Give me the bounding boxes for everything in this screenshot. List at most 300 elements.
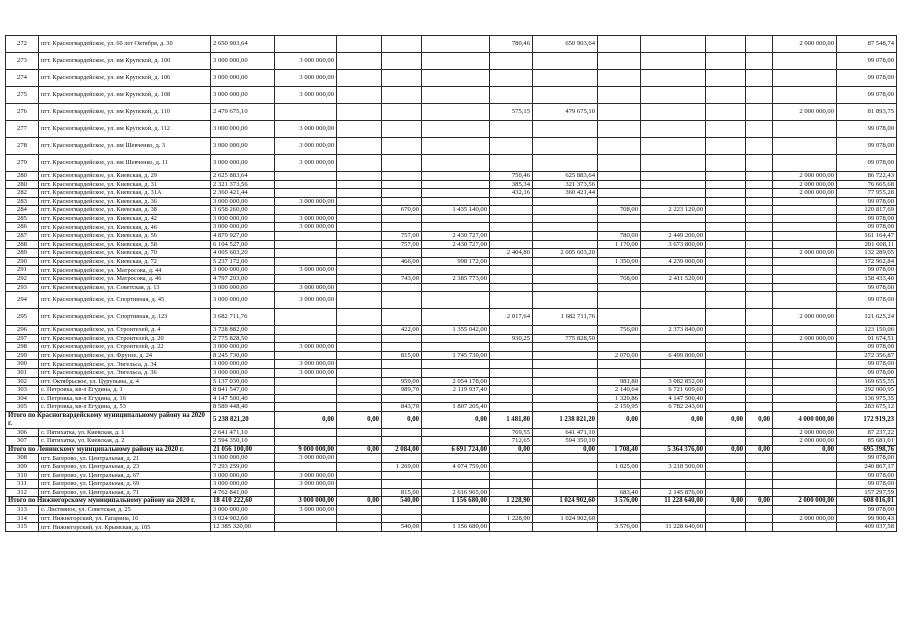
cell-col-5: 998 172,00	[422, 257, 490, 266]
cell-col-12	[773, 488, 837, 497]
cell-col-3	[337, 360, 382, 369]
cell-col-10	[706, 274, 746, 283]
cell-col-9	[641, 506, 706, 515]
cell-col-8	[598, 155, 641, 172]
cell-col-12	[773, 138, 837, 155]
cell-col-13: 132 289,05	[837, 249, 897, 258]
address: пгт. Красногвардейское, ул. Фрунзе, д. 24	[39, 351, 211, 360]
row-number: 290	[6, 257, 39, 266]
row-number: 282	[6, 189, 39, 198]
cell-col-12	[773, 480, 837, 489]
cell-col-1: 4 762 841,00	[211, 488, 275, 497]
cell-col-2	[275, 257, 337, 266]
cell-col-4	[382, 309, 422, 326]
cell-col-8	[598, 172, 641, 181]
cell-col-4: 757,00	[382, 232, 422, 241]
cell-col-6	[490, 223, 533, 232]
cell-col-2	[275, 206, 337, 215]
row-number: 286	[6, 223, 39, 232]
cell-col-8: 683,40	[598, 488, 641, 497]
cell-col-13: 86 722,43	[837, 172, 897, 181]
address: пгт. Красногвардейское, ул. Киевская, д. 72	[39, 257, 211, 266]
address: пгт. Нижнегорский, ул. Гагарина, 16	[39, 514, 211, 523]
cell-col-13: 292 000,95	[837, 386, 897, 395]
cell-col-12: 2 000 000,00	[773, 428, 837, 437]
cell-col-10	[706, 155, 746, 172]
cell-col-6: 385,34	[490, 180, 533, 189]
cell-col-9: 2 223 120,00	[641, 206, 706, 215]
cell-col-11	[746, 180, 773, 189]
cell-col-11	[746, 428, 773, 437]
cell-col-2: 3 000 000,00	[275, 70, 337, 87]
table-row	[6, 428, 897, 437]
cell-col-11: 0,00	[746, 497, 773, 506]
cell-col-7	[533, 240, 598, 249]
cell-col-2: 3 000 000,00	[275, 292, 337, 309]
address: пгт. Красногвардейское, ул. Киевская, д. 29	[39, 172, 211, 181]
cell-col-13: 81 893,75	[837, 104, 897, 121]
cell-col-8: 1 170,00	[598, 240, 641, 249]
cell-col-6	[490, 360, 533, 369]
cell-col-6: 780,46	[490, 36, 533, 53]
cell-col-13: 99 078,00	[837, 454, 897, 463]
row-number: 308	[6, 454, 39, 463]
cell-col-6	[490, 292, 533, 309]
cell-col-5	[422, 343, 490, 352]
cell-col-13: 99 078,00	[837, 53, 897, 70]
cell-col-1: 2 479 675,10	[211, 104, 275, 121]
cell-col-9	[641, 172, 706, 181]
address: пгт. Красногвардейское, ул. Киевская, д. 46	[39, 223, 211, 232]
cell-col-13: 161 164,47	[837, 232, 897, 241]
cell-col-3	[337, 523, 382, 532]
cell-col-6: 930,25	[490, 334, 533, 343]
cell-col-8	[598, 70, 641, 87]
cell-col-11	[746, 214, 773, 223]
cell-col-1: 3 024 902,60	[211, 514, 275, 523]
cell-col-13: 99 900,43	[837, 514, 897, 523]
cell-col-8	[598, 36, 641, 53]
cell-col-11	[746, 249, 773, 258]
cell-col-7: 1 024 902,60	[533, 497, 598, 506]
cell-col-13: 695 398,76	[837, 445, 897, 454]
cell-col-1: 2 360 421,44	[211, 189, 275, 198]
cell-col-4	[382, 428, 422, 437]
cell-col-2	[275, 514, 337, 523]
cell-col-5	[422, 155, 490, 172]
cell-col-12	[773, 283, 837, 292]
cell-col-5	[422, 506, 490, 515]
cell-col-10	[706, 437, 746, 446]
cell-col-1: 3 000 000,00	[211, 266, 275, 275]
cell-col-10	[706, 266, 746, 275]
cell-col-13: 99 078,00	[837, 223, 897, 232]
cell-col-9	[641, 480, 706, 489]
cell-col-3	[337, 189, 382, 198]
cell-col-2: 3 000 000,00	[275, 155, 337, 172]
cell-col-10	[706, 53, 746, 70]
cell-col-7: 0,00	[533, 445, 598, 454]
cell-col-10	[706, 428, 746, 437]
cell-col-4: 743,00	[382, 274, 422, 283]
address: пгт. Красногвардейское, ул. им Крупской, д. 112	[39, 121, 211, 138]
address: пгт. Октябрьское, ул. Цурупына, д. 4	[39, 377, 211, 386]
address: пгт. Красногвардейское, ул. Спортивная, д. 45	[39, 292, 211, 309]
cell-col-12: 2 000 000,00	[773, 309, 837, 326]
cell-col-1: 3 000 000,00	[211, 454, 275, 463]
cell-col-4	[382, 70, 422, 87]
cell-col-1: 21 056 100,00	[211, 445, 275, 454]
cell-col-2: 3 000 000,00	[275, 368, 337, 377]
row-number: 272	[6, 36, 39, 53]
cell-col-9	[641, 197, 706, 206]
cell-col-7	[533, 403, 598, 412]
cell-col-1: 5 238 821,20	[211, 411, 275, 428]
cell-col-6	[490, 343, 533, 352]
cell-col-12	[773, 377, 837, 386]
cell-col-5: 2 385 773,00	[422, 274, 490, 283]
cell-col-10	[706, 214, 746, 223]
table-body	[6, 36, 897, 532]
table-row	[6, 197, 897, 206]
cell-col-9: 6 721 609,60	[641, 386, 706, 395]
cell-col-6: 1 481,80	[490, 411, 533, 428]
cell-col-11: 0,00	[746, 411, 773, 428]
cell-col-5	[422, 189, 490, 198]
cell-col-4	[382, 155, 422, 172]
cell-col-1: 8 841 547,00	[211, 386, 275, 395]
cell-col-8	[598, 87, 641, 104]
table-row	[6, 343, 897, 352]
address: пгт. Красногвардейское, ул. Матросова, д. 44	[39, 266, 211, 275]
row-number: 296	[6, 326, 39, 335]
cell-col-12	[773, 274, 837, 283]
table-row	[6, 138, 897, 155]
cell-col-5	[422, 394, 490, 403]
cell-col-12	[773, 257, 837, 266]
row-number: 310	[6, 471, 39, 480]
cell-col-13: 123 150,06	[837, 326, 897, 335]
cell-col-11	[746, 87, 773, 104]
cell-col-3	[337, 334, 382, 343]
cell-col-3	[337, 36, 382, 53]
cell-col-11	[746, 343, 773, 352]
cell-col-2	[275, 326, 337, 335]
cell-col-6	[490, 87, 533, 104]
cell-col-6: 769,55	[490, 428, 533, 437]
table-row	[6, 309, 897, 326]
row-number: 276	[6, 104, 39, 121]
cell-col-2	[275, 172, 337, 181]
total-label: Итого по Ленинскому муниципальному району на 2020 г.	[6, 445, 211, 454]
cell-col-5	[422, 70, 490, 87]
cell-col-3	[337, 394, 382, 403]
cell-col-1: 12 385 320,00	[211, 523, 275, 532]
cell-col-5	[422, 480, 490, 489]
address: с. Листвяное, ул. Советская, д. 25	[39, 506, 211, 515]
cell-col-5: 1 156 680,00	[422, 523, 490, 532]
row-number: 313	[6, 506, 39, 515]
cell-col-5: 2 430 727,00	[422, 232, 490, 241]
district-total-row	[6, 497, 897, 506]
cell-col-12	[773, 403, 837, 412]
cell-col-4	[382, 514, 422, 523]
cell-col-2	[275, 523, 337, 532]
cell-col-11	[746, 36, 773, 53]
cell-col-7	[533, 283, 598, 292]
address: пгт. Красногвардейское, ул. Энгельса, д. 34	[39, 360, 211, 369]
cell-col-12	[773, 87, 837, 104]
cell-col-6: 432,16	[490, 189, 533, 198]
table-row	[6, 155, 897, 172]
cell-col-1: 4 005 603,20	[211, 249, 275, 258]
cell-col-9: 5 364 376,00	[641, 445, 706, 454]
cell-col-10	[706, 70, 746, 87]
cell-col-6	[490, 266, 533, 275]
cell-col-12	[773, 53, 837, 70]
cell-col-7	[533, 523, 598, 532]
cell-col-2: 3 000 000,00	[275, 223, 337, 232]
cell-col-13: 99 078,00	[837, 343, 897, 352]
cell-col-9: 6 499 800,00	[641, 351, 706, 360]
cell-col-4: 422,00	[382, 326, 422, 335]
cell-col-6	[490, 155, 533, 172]
cell-col-12	[773, 471, 837, 480]
cell-col-4: 989,70	[382, 386, 422, 395]
cell-col-5	[422, 292, 490, 309]
cell-col-13: 240 867,17	[837, 463, 897, 472]
cell-col-8	[598, 368, 641, 377]
cell-col-6	[490, 214, 533, 223]
cell-col-7: 775 828,50	[533, 334, 598, 343]
cell-col-12	[773, 232, 837, 241]
cell-col-5	[422, 283, 490, 292]
cell-col-10	[706, 232, 746, 241]
cell-col-11	[746, 138, 773, 155]
cell-col-10	[706, 351, 746, 360]
cell-col-5: 1 435 140,00	[422, 206, 490, 215]
cell-col-1: 8 245 730,00	[211, 351, 275, 360]
cell-col-1: 2 650 903,64	[211, 36, 275, 53]
cell-col-1: 18 410 222,60	[211, 497, 275, 506]
cell-col-11: 0,00	[746, 445, 773, 454]
cell-col-2: 3 000 000,00	[275, 214, 337, 223]
cell-col-8	[598, 514, 641, 523]
cell-col-9: 3 082 852,00	[641, 377, 706, 386]
cell-col-9: 11 228 640,00	[641, 497, 706, 506]
cell-col-7	[533, 223, 598, 232]
cell-col-12: 2 000 000,00	[773, 172, 837, 181]
cell-col-13: 77 955,28	[837, 189, 897, 198]
cell-col-10	[706, 326, 746, 335]
cell-col-12	[773, 223, 837, 232]
cell-col-9: 4 239 000,00	[641, 257, 706, 266]
address: пгт. Красногвардейское, ул. им Крупской, д. 106	[39, 70, 211, 87]
cell-col-10	[706, 206, 746, 215]
cell-col-1: 3 000 000,00	[211, 138, 275, 155]
cell-col-9: 6 782 243,00	[641, 403, 706, 412]
cell-col-5: 6 691 724,00	[422, 445, 490, 454]
cell-col-3	[337, 180, 382, 189]
cell-col-1: 5 137 030,00	[211, 377, 275, 386]
cell-col-4	[382, 138, 422, 155]
cell-col-11	[746, 471, 773, 480]
cell-col-8	[598, 428, 641, 437]
cell-col-12	[773, 463, 837, 472]
cell-col-7	[533, 70, 598, 87]
cell-col-6	[490, 386, 533, 395]
cell-col-9	[641, 155, 706, 172]
table-row	[6, 206, 897, 215]
district-total-row	[6, 411, 897, 428]
cell-col-9	[641, 514, 706, 523]
cell-col-7	[533, 377, 598, 386]
cell-col-5: 2 054 178,00	[422, 377, 490, 386]
cell-col-6	[490, 283, 533, 292]
cell-col-6	[490, 377, 533, 386]
cell-col-11	[746, 463, 773, 472]
cell-col-8: 1 025,00	[598, 463, 641, 472]
cell-col-3	[337, 437, 382, 446]
cell-col-4	[382, 53, 422, 70]
cell-col-10	[706, 189, 746, 198]
cell-col-4	[382, 104, 422, 121]
row-number: 274	[6, 70, 39, 87]
cell-col-3	[337, 266, 382, 275]
cell-col-11	[746, 172, 773, 181]
budget-table	[5, 35, 897, 532]
cell-col-12: 4 000 000,00	[773, 411, 837, 428]
cell-col-11	[746, 514, 773, 523]
cell-col-8: 2 140,64	[598, 386, 641, 395]
cell-col-2: 3 000 000,00	[275, 53, 337, 70]
cell-col-3	[337, 309, 382, 326]
cell-col-1: 6 104 527,00	[211, 240, 275, 249]
cell-col-1: 3 000 000,00	[211, 283, 275, 292]
cell-col-2: 9 000 000,00	[275, 445, 337, 454]
cell-col-1: 3 000 000,00	[211, 480, 275, 489]
cell-col-8: 780,00	[598, 232, 641, 241]
cell-col-5	[422, 309, 490, 326]
cell-col-1: 3 000 000,00	[211, 223, 275, 232]
cell-col-2: 3 000 000,00	[275, 283, 337, 292]
cell-col-9	[641, 360, 706, 369]
table-row	[6, 214, 897, 223]
cell-col-13: 121 625,24	[837, 309, 897, 326]
table-row	[6, 180, 897, 189]
cell-col-5	[422, 36, 490, 53]
cell-col-6	[490, 240, 533, 249]
cell-col-5	[422, 514, 490, 523]
cell-col-5: 1 355 042,00	[422, 326, 490, 335]
cell-col-13: 169 655,55	[837, 377, 897, 386]
cell-col-9: 2 411 520,00	[641, 274, 706, 283]
cell-col-10	[706, 36, 746, 53]
cell-col-13: 158 433,40	[837, 274, 897, 283]
cell-col-2: 3 000 000,00	[275, 360, 337, 369]
cell-col-8: 3 576,00	[598, 523, 641, 532]
cell-col-9	[641, 428, 706, 437]
cell-col-11	[746, 53, 773, 70]
cell-col-12: 2 000 000,00	[773, 334, 837, 343]
cell-col-11	[746, 386, 773, 395]
cell-col-6	[490, 206, 533, 215]
cell-col-10	[706, 360, 746, 369]
cell-col-5	[422, 87, 490, 104]
cell-col-2: 3 000 000,00	[275, 454, 337, 463]
cell-col-13: 76 665,68	[837, 180, 897, 189]
cell-col-8	[598, 309, 641, 326]
address: пгт. Красногвардейское, ул. 60 лет Октября, д. 30	[39, 36, 211, 53]
cell-col-10	[706, 480, 746, 489]
cell-col-3	[337, 368, 382, 377]
cell-col-1: 3 000 000,00	[211, 53, 275, 70]
row-number: 285	[6, 214, 39, 223]
cell-col-13: 99 078,00	[837, 138, 897, 155]
cell-col-3	[337, 240, 382, 249]
cell-col-10: 0,00	[706, 411, 746, 428]
cell-col-10	[706, 506, 746, 515]
cell-col-10	[706, 343, 746, 352]
row-number: 309	[6, 463, 39, 472]
address: пгт. Красногвардейское, ул. Киевская, д. 58	[39, 240, 211, 249]
cell-col-12	[773, 523, 837, 532]
cell-col-2	[275, 36, 337, 53]
row-number: 278	[6, 138, 39, 155]
cell-col-10	[706, 197, 746, 206]
cell-col-2	[275, 428, 337, 437]
address: пгт. Красногвардейское, ул. Строителей, д. 4	[39, 326, 211, 335]
cell-col-3	[337, 214, 382, 223]
table-row	[6, 351, 897, 360]
table-row	[6, 471, 897, 480]
cell-col-9: 3 218 500,00	[641, 463, 706, 472]
cell-col-4: 540,00	[382, 497, 422, 506]
row-number: 315	[6, 523, 39, 532]
cell-col-12	[773, 155, 837, 172]
cell-col-1: 2 641 471,10	[211, 428, 275, 437]
cell-col-1: 3 000 000,00	[211, 343, 275, 352]
cell-col-12	[773, 121, 837, 138]
cell-col-2: 3 000 000,00	[275, 506, 337, 515]
cell-col-6	[490, 351, 533, 360]
cell-col-2	[275, 437, 337, 446]
cell-col-9	[641, 437, 706, 446]
address: пгт. Красногвардейское, ул. Киевская, д. 31А	[39, 189, 211, 198]
cell-col-3	[337, 463, 382, 472]
cell-col-1: 3 000 000,00	[211, 368, 275, 377]
cell-col-1: 3 000 000,00	[211, 155, 275, 172]
cell-col-5	[422, 471, 490, 480]
cell-col-2	[275, 274, 337, 283]
cell-col-7	[533, 394, 598, 403]
table-row	[6, 240, 897, 249]
cell-col-7: 641 471,10	[533, 428, 598, 437]
cell-col-7	[533, 368, 598, 377]
cell-col-3	[337, 326, 382, 335]
cell-col-12	[773, 394, 837, 403]
cell-col-12: 2 000 000,00	[773, 437, 837, 446]
cell-col-4	[382, 36, 422, 53]
cell-col-13: 272 356,87	[837, 351, 897, 360]
table-row	[6, 121, 897, 138]
cell-col-13: 99 078,00	[837, 214, 897, 223]
cell-col-11	[746, 394, 773, 403]
row-number: 279	[6, 155, 39, 172]
cell-col-8: 756,00	[598, 326, 641, 335]
row-number: 306	[6, 428, 39, 437]
cell-col-10: 0,00	[706, 497, 746, 506]
